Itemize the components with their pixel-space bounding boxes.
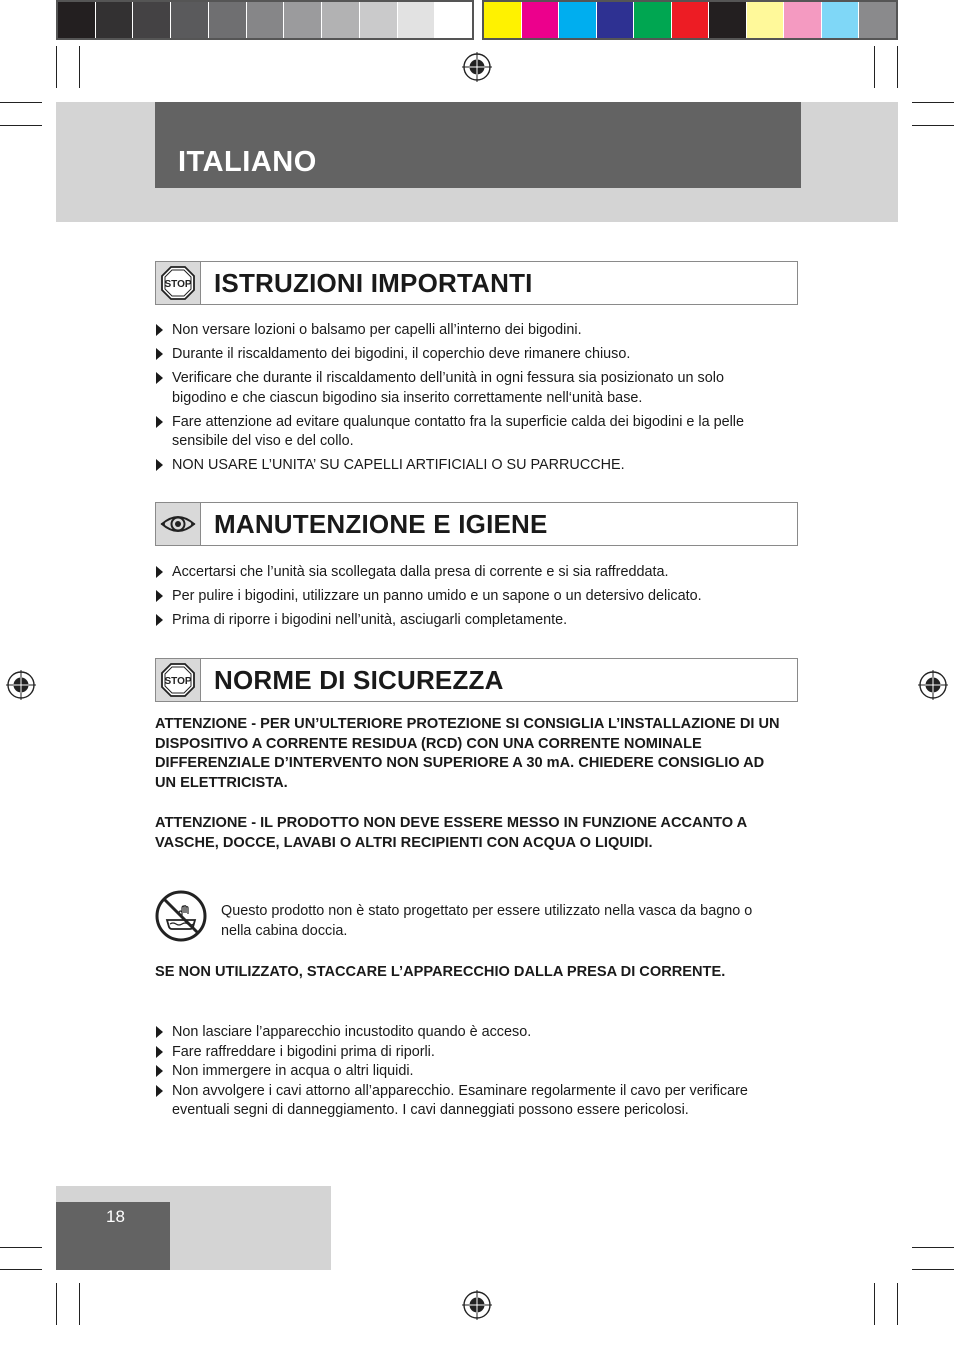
maintenance-list: [155, 563, 775, 635]
list-item: NON USARE L’UNITA’ SU CAPELLI ARTIFICIALI O SU PARRUCCHE.: [155, 456, 775, 476]
color-swatch: [784, 2, 822, 38]
color-swatch: [597, 2, 635, 38]
color-swatch: [171, 2, 209, 38]
svg-text:STOP: STOP: [164, 676, 192, 687]
page-title: ITALIANO: [178, 146, 317, 178]
grayscale-calibration-bar: [56, 0, 474, 40]
color-swatch: [672, 2, 710, 38]
crop-mark: [912, 125, 954, 126]
stop-icon-label: [160, 268, 196, 298]
list-item: Verificare che durante il riscaldamento dell’unità in ogni fessura sia posizionato un solo bigodino e che ciascun bigodino sia inserito correttamente nell‘unità base.: [155, 369, 775, 408]
list-item: Per pulire i bigodini, utilizzare un panno umido e un sapone o un detersivo delicato.: [155, 587, 775, 607]
color-swatch: [484, 2, 522, 38]
crop-mark: [56, 46, 57, 88]
water-warning: ATTENZIONE - IL PRODOTTO NON DEVE ESSERE MESSO IN FUNZIONE ACCANTO A VASCHE, DOCCE, LAVABI O ALTRI RECIPIENTI CON ACQUA O LIQUIDI.: [155, 815, 747, 851]
color-swatch: [284, 2, 322, 38]
section-header-safety: [155, 658, 798, 702]
crop-mark: [0, 1247, 42, 1248]
list-item: Fare raffreddare i bigodini prima di riporli.: [155, 1043, 775, 1063]
eye-icon: [156, 503, 201, 545]
list-item: Non versare lozioni o balsamo per capelli all’interno dei bigodini.: [155, 321, 775, 341]
color-swatch: [58, 2, 96, 38]
unplug-warning: SE NON UTILIZZATO, STACCARE L’APPARECCHIO DALLA PRESA DI CORRENTE.: [155, 964, 726, 980]
registration-mark-icon: [462, 52, 492, 82]
crop-mark: [897, 1283, 898, 1325]
page-number: 18: [106, 1207, 125, 1226]
crop-mark: [874, 46, 875, 88]
svg-text:STOP: STOP: [164, 279, 192, 290]
crop-mark: [897, 46, 898, 88]
section-title: NORME DI SICUREZZA: [214, 665, 504, 695]
color-swatch: [360, 2, 398, 38]
color-swatch: [247, 2, 285, 38]
crop-mark: [0, 125, 42, 126]
no-bathtub-icon: [155, 890, 207, 942]
color-swatch: [209, 2, 247, 38]
important-instructions-list: [155, 321, 775, 480]
section-title: ISTRUZIONI IMPORTANTI: [214, 268, 533, 298]
list-item: Non immergere in acqua o altri liquidi.: [155, 1062, 775, 1082]
crop-mark: [0, 1269, 42, 1270]
color-swatch: [859, 2, 896, 38]
registration-mark-icon: [462, 1290, 492, 1320]
crop-mark: [0, 102, 42, 103]
color-swatch: [322, 2, 360, 38]
color-swatch: [634, 2, 672, 38]
crop-mark: [79, 1283, 80, 1325]
list-item: Non lasciare l’apparecchio incustodito quando è acceso.: [155, 1023, 775, 1043]
crop-mark: [79, 46, 80, 88]
color-swatch: [96, 2, 134, 38]
bathtub-note: Questo prodotto non è stato progettato per essere utilizzato nella vasca da bagno o nella cabina doccia.: [221, 903, 753, 939]
list-item: Non avvolgere i cavi attorno all’apparecchio. Esaminare regolarmente il cavo per verificare eventuali segni di danneggiamento. I cavi danneggiati possono essere pericolosi.: [155, 1082, 775, 1121]
rcd-warning: ATTENZIONE - PER UN’ULTERIORE PROTEZIONE SI CONSIGLIA L’INSTALLAZIONE DI UN DISPOSITIVO A CORRENTE RESIDUA (RCD) CON UNA CORRENTE NOMINALE DIFFERENZIALE D’INTERVENTO NON SUPERIORE A 30 mA. CHIEDERE CONSIGLIO AD UN ELETTRICISTA.: [155, 716, 780, 791]
color-swatch: [709, 2, 747, 38]
list-item: Durante il riscaldamento dei bigodini, il coperchio deve rimanere chiuso.: [155, 345, 775, 365]
color-swatch: [435, 2, 472, 38]
section-header-important-instructions: [155, 261, 798, 305]
section-title: MANUTENZIONE E IGIENE: [214, 509, 548, 539]
registration-mark-icon: [6, 670, 36, 700]
color-swatch: [398, 2, 436, 38]
list-item: Prima di riporre i bigodini nell’unità, asciugarli completamente.: [155, 611, 775, 631]
stop-icon-label: [160, 665, 196, 695]
safety-list: [155, 1023, 775, 1121]
color-swatch: [822, 2, 860, 38]
crop-mark: [56, 1283, 57, 1325]
crop-mark: [912, 102, 954, 103]
registration-mark-icon: [918, 670, 948, 700]
color-swatch: [133, 2, 171, 38]
color-swatch: [559, 2, 597, 38]
list-item: Fare attenzione ad evitare qualunque contatto fra la superficie calda dei bigodini e la pelle sensibile del viso e del collo.: [155, 413, 775, 452]
crop-mark: [912, 1247, 954, 1248]
crop-mark: [912, 1269, 954, 1270]
color-calibration-bar: [482, 0, 898, 40]
color-swatch: [747, 2, 785, 38]
section-header-maintenance: [155, 502, 798, 546]
list-item: Accertarsi che l’unità sia scollegata dalla presa di corrente e si sia raffreddata.: [155, 563, 775, 583]
crop-mark: [874, 1283, 875, 1325]
color-swatch: [522, 2, 560, 38]
